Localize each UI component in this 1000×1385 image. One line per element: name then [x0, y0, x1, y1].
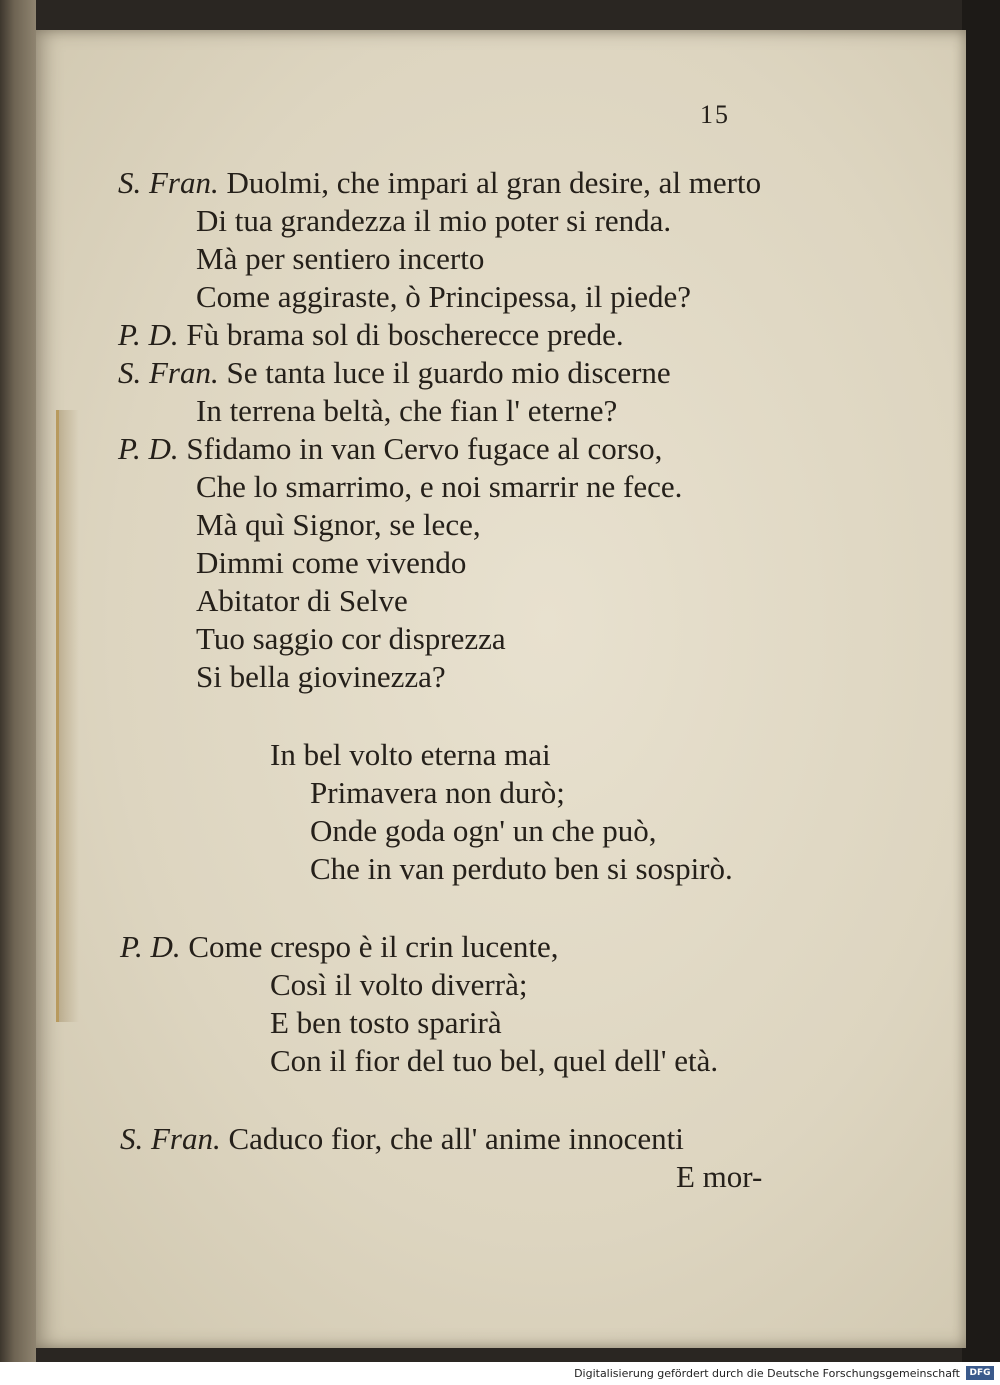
verse-text: Primavera non durò;	[310, 775, 565, 810]
verse-text: Con il fior del tuo bel, quel dell' età.	[270, 1043, 719, 1078]
verse-line	[270, 1005, 502, 1041]
verse-line	[196, 621, 506, 657]
verse-text: Dimmi come vivendo	[196, 545, 467, 580]
verse-line	[196, 469, 682, 505]
verse-text: In terrena beltà, che fian l' eterne?	[196, 393, 618, 428]
verse-line	[120, 1121, 684, 1157]
verse-line	[196, 659, 446, 695]
verse-text: Mà per sentiero incerto	[196, 241, 485, 276]
verse-line	[196, 507, 481, 543]
verse-text: Mà quì Signor, se lece,	[196, 507, 481, 542]
verse-line	[118, 431, 662, 467]
verse-text: Onde goda ogn' un che può,	[310, 813, 657, 848]
verse-line	[196, 203, 671, 239]
verse-text: Tuo saggio cor disprezza	[196, 621, 506, 656]
verse-line	[196, 393, 617, 429]
verse-text: Fù brama sol di boscherecce prede.	[186, 317, 624, 352]
verse-text: Di tua grandezza il mio poter si renda.	[196, 203, 672, 238]
verse-text: Come aggiraste, ò Principessa, il piede?	[196, 279, 692, 314]
verse-text: Che lo smarrimo, e noi smarrir ne fece.	[196, 469, 683, 504]
verse-text: Si bella giovinezza?	[196, 659, 446, 694]
verse-text: Sfidamo in van Cervo fugace al corso,	[186, 431, 663, 466]
footer-credit: Digitalisierung gefördert durch die Deutsche Forschungsgemeinschaft	[574, 1367, 960, 1380]
speaker-label: P. D.	[118, 317, 187, 352]
verse-text: E ben tosto sparirà	[270, 1005, 502, 1040]
verse-line	[118, 355, 671, 391]
verse-line	[196, 545, 466, 581]
verse-line	[270, 737, 551, 773]
speaker-label: P. D.	[120, 929, 189, 964]
verse-text: Se tanta luce il guardo mio discerne	[226, 355, 671, 390]
verse-line	[270, 1043, 718, 1079]
verse-line	[310, 775, 565, 811]
verse-line	[196, 583, 408, 619]
verse-text: Duolmi, che impari al gran desire, al merto	[226, 165, 762, 200]
verse-text: Così il volto diverrà;	[270, 967, 528, 1002]
verse-line	[270, 967, 527, 1003]
verse-line	[310, 813, 657, 849]
verse-line	[196, 241, 484, 277]
verse-line	[310, 851, 733, 887]
speaker-label: S. Fran.	[118, 165, 227, 200]
verse-text: E mor-	[676, 1159, 763, 1194]
speaker-label: S. Fran.	[120, 1121, 229, 1156]
page-number: 15	[700, 100, 730, 129]
verse-line	[676, 1159, 762, 1195]
verse-text: In bel volto eterna mai	[270, 737, 551, 772]
verse-line	[118, 317, 624, 353]
speaker-label: P. D.	[118, 431, 187, 466]
verse-text: Abitator di Selve	[196, 583, 408, 618]
dfg-logo-icon: DFG	[966, 1366, 994, 1380]
verse-line	[120, 929, 558, 965]
verse-text: Come crespo è il crin lucente,	[188, 929, 559, 964]
speaker-label: S. Fran.	[118, 355, 227, 390]
verse-line	[118, 165, 761, 201]
verse-text: Caduco fior, che all' anime innocenti	[228, 1121, 684, 1156]
verse-line	[196, 279, 691, 315]
footer-bar	[0, 1362, 1000, 1385]
verse-text: Che in van perduto ben si sospirò.	[310, 851, 733, 886]
